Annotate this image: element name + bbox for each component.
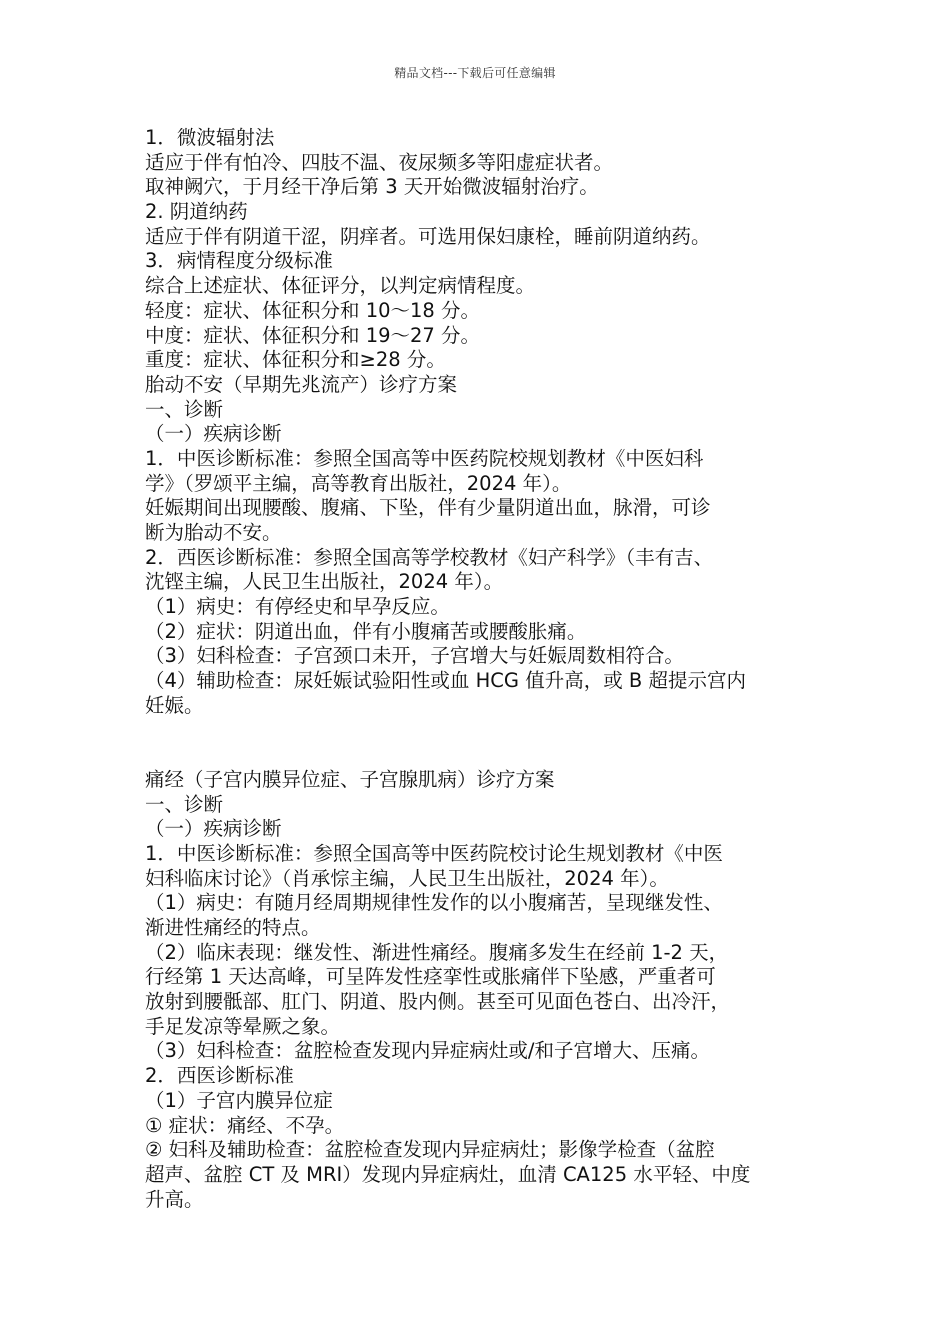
text-line: 重度：症状、体征积分和≥28 分。 [145, 348, 446, 372]
text-line: 轻度：症状、体征积分和 10～18 分。 [145, 298, 481, 322]
text-line: 一、诊断 [145, 397, 224, 421]
text-line: 一、诊断 [145, 792, 224, 816]
section-title: 胎动不安（早期先兆流产）诊疗方案 [145, 372, 458, 396]
text-line: 中度：症状、体征积分和 19～27 分。 [145, 323, 481, 347]
text-line: 2. 阴道纳药 [145, 200, 248, 224]
text-line: 妇科临床讨论》（肖承悰主编，人民卫生出版社，2024 年）。 [145, 866, 669, 890]
text-line: 2．西医诊断标准：参照全国高等学校教材《妇产科学》（丰有吉、 [145, 545, 714, 569]
text-line: 行经第 1 天达高峰，可呈阵发性痉挛性或胀痛伴下坠感，严重者可 [145, 965, 716, 989]
text-line: 渐进性痛经的特点。 [145, 916, 321, 940]
text-line: 综合上述症状、体征评分，以判定病情程度。 [145, 274, 536, 298]
text-line: 沈铿主编，人民卫生出版社，2024 年）。 [145, 570, 504, 594]
text-line: （4）辅助检查：尿妊娠试验阳性或血 HCG 值升高，或 B 超提示宫内 [145, 669, 746, 693]
blank-space [145, 719, 835, 768]
text-line: 1．中医诊断标准：参照全国高等中医药院校规划教材《中医妇科 [145, 446, 704, 470]
text-line: 3．病情程度分级标准 [145, 249, 333, 273]
text-line: 升高。 [145, 1187, 204, 1211]
text-line: （2）临床表现：继发性、渐进性痛经。腹痛多发生在经前 1-2 天， [145, 940, 729, 964]
text-line: 妊娠。 [145, 693, 204, 717]
document-body [145, 126, 835, 1212]
text-line: 取神阙穴，于月经干净后第 3 天开始微波辐射治疗。 [145, 175, 599, 199]
text-line: 2．西医诊断标准 [145, 1064, 294, 1088]
text-line: （一）疾病诊断 [145, 817, 282, 841]
text-line: （1）病史：有停经史和早孕反应。 [145, 595, 450, 619]
text-line: 超声、盆腔 CT 及 MRI）发现内异症病灶，血清 CA125 水平轻、中度 [145, 1162, 751, 1186]
text-line: 妊娠期间出现腰酸、腹痛、下坠，伴有少量阴道出血，脉滑，可诊 [145, 496, 711, 520]
text-line: 1．中医诊断标准：参照全国高等中医药院校讨论生规划教材《中医 [145, 841, 723, 865]
text-line: 放射到腰骶部、肛门、阴道、股内侧。甚至可见面色苍白、出冷汗， [145, 990, 731, 1014]
text-line: 适应于伴有阴道干涩，阴痒者。可选用保妇康栓，睡前阴道纳药。 [145, 224, 711, 248]
text-line: 手足发凉等晕厥之象。 [145, 1014, 341, 1038]
text-line: 学》（罗颂平主编，高等教育出版社，2024 年）。 [145, 471, 572, 495]
text-line: （3）妇科检查：盆腔检查发现内异症病灶或/和子宫增大、压痛。 [145, 1039, 710, 1063]
text-line: （一）疾病诊断 [145, 422, 282, 446]
text-line: （3）妇科检查：子宫颈口未开，子宫增大与妊娠周数相符合。 [145, 644, 684, 668]
text-line: 断为胎动不安。 [145, 521, 282, 544]
text-line: 适应于伴有怕冷、四肢不温、夜尿频多等阳虚症状者。 [145, 150, 614, 174]
text-line: 1．微波辐射法 [145, 126, 275, 149]
text-line: ① 症状：痛经、不孕。 [145, 1113, 345, 1137]
section-title: 痛经（子宫内膜异位症、子宫腺肌病）诊疗方案 [145, 767, 555, 791]
text-line: （1）病史：有随月经周期规律性发作的以小腹痛苦，呈现继发性、 [145, 891, 723, 915]
page-header: 精品文档---下载后可任意编辑 [394, 66, 556, 80]
text-line: ② 妇科及辅助检查：盆腔检查发现内异症病灶；影像学检查（盆腔 [145, 1138, 715, 1162]
text-line: （1）子宫内膜异位症 [145, 1088, 333, 1112]
text-line: （2）症状：阴道出血，伴有小腹痛苦或腰酸胀痛。 [145, 619, 587, 643]
